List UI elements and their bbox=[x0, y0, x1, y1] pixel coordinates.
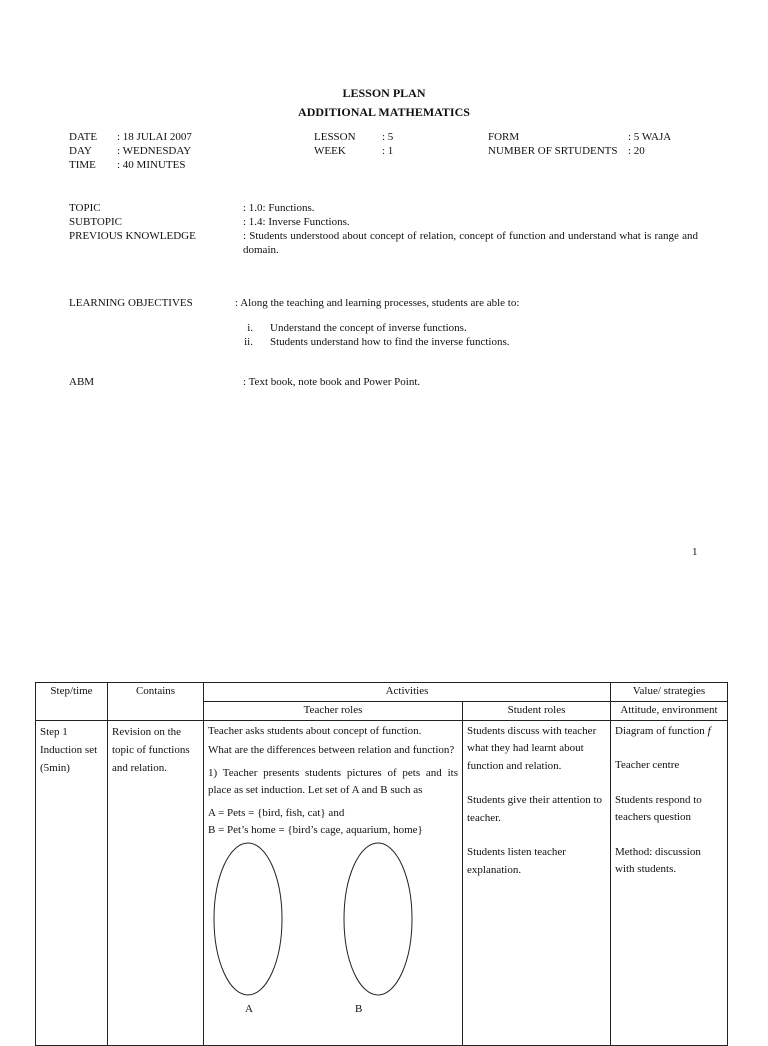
objective-number: ii. bbox=[244, 336, 253, 348]
subtopic-value: : 1.4: Inverse Functions. bbox=[243, 216, 350, 228]
value-text: Teacher centre bbox=[615, 759, 680, 771]
contains-line: and relation. bbox=[112, 761, 167, 774]
header-value-strategies: Value/ strategies bbox=[611, 683, 728, 702]
header-contains: Contains bbox=[108, 683, 204, 721]
day-value: : WEDNESDAY bbox=[117, 145, 192, 157]
objectives-label: LEARNING OBJECTIVES bbox=[69, 297, 193, 309]
form-label: FORM bbox=[488, 131, 520, 143]
header-step-time: Step/time bbox=[36, 683, 108, 721]
document-title: LESSON PLAN bbox=[342, 86, 426, 100]
teacher-text: Teacher asks students about concept of function. bbox=[208, 724, 422, 737]
contains-cell bbox=[108, 720, 204, 1045]
student-text: Students listen teacher explanation. bbox=[467, 846, 566, 876]
set-diagram bbox=[208, 841, 458, 1016]
set-a-oval bbox=[214, 843, 282, 995]
step-cell bbox=[36, 720, 108, 1045]
lesson-value: : 5 bbox=[382, 131, 394, 143]
form-value: : 5 WAJA bbox=[628, 131, 672, 143]
subtopic-label: SUBTOPIC bbox=[69, 216, 122, 228]
topic-value: : 1.0: Functions. bbox=[243, 202, 315, 214]
value-text: Students respond to teachers question bbox=[615, 793, 702, 823]
step-line: Induction set bbox=[40, 743, 98, 756]
objective-number: i. bbox=[247, 322, 253, 334]
set-b-label: B bbox=[355, 1002, 363, 1015]
value-text: Diagram of function f bbox=[615, 724, 711, 737]
header-attitude-environment: Attitude, environment bbox=[611, 701, 728, 720]
lesson-label: LESSON bbox=[314, 131, 356, 143]
time-value: : 40 MINUTES bbox=[117, 159, 186, 171]
header-teacher-roles: Teacher roles bbox=[204, 701, 463, 720]
step-line: Step 1 bbox=[40, 725, 68, 738]
contains-line: Revision on the bbox=[112, 725, 182, 738]
date-value: : 18 JULAI 2007 bbox=[117, 131, 192, 143]
week-value: : 1 bbox=[382, 145, 394, 157]
topic-label: TOPIC bbox=[69, 202, 101, 214]
abm-value: : Text book, note book and Power Point. bbox=[243, 376, 421, 388]
value-strategies-cell bbox=[611, 720, 728, 1045]
set-a-label: A bbox=[245, 1002, 253, 1015]
step-line: (5min) bbox=[40, 761, 70, 774]
previous-knowledge-value: : Students understood about concept of relation, concept of function and understand what is range and domain. bbox=[243, 230, 698, 256]
set-ovals bbox=[208, 841, 458, 1001]
teacher-text: What are the differences between relation and function? bbox=[208, 743, 455, 756]
contains-line: topic of functions bbox=[112, 743, 190, 756]
page-number: 1 bbox=[692, 546, 698, 558]
table-row bbox=[36, 720, 728, 1045]
date-label: DATE bbox=[69, 131, 98, 143]
objectives-intro: : Along the teaching and learning processes, students are able to: bbox=[235, 297, 520, 309]
previous-knowledge-label: PREVIOUS KNOWLEDGE bbox=[69, 230, 196, 242]
value-text: Method: discussion with students. bbox=[615, 845, 701, 875]
teacher-text: B = Pet’s home = {bird’s cage, aquarium, home} bbox=[208, 823, 423, 836]
student-text: Students discuss with teacher what they had learnt about function and relation. bbox=[467, 724, 597, 772]
students-value: : 20 bbox=[628, 145, 645, 157]
lesson-table bbox=[35, 682, 728, 1046]
table-header-row bbox=[36, 683, 728, 702]
teacher-text: A = Pets = {bird, fish, cat} and bbox=[208, 806, 345, 819]
set-b-oval bbox=[344, 843, 412, 995]
students-label: NUMBER OF SRTUDENTS bbox=[488, 145, 618, 157]
time-label: TIME bbox=[69, 159, 96, 171]
student-roles-cell bbox=[463, 720, 611, 1045]
header-student-roles: Student roles bbox=[463, 701, 611, 720]
student-text: Students give their attention to teacher. bbox=[467, 794, 603, 824]
objective-item: Students understand how to find the inverse functions. bbox=[270, 336, 510, 348]
teacher-text: 1) Teacher presents students pictures of pets and its place as set induction. Let set of A and B such as bbox=[208, 766, 458, 796]
teacher-roles-cell bbox=[204, 720, 463, 1045]
week-label: WEEK bbox=[314, 145, 346, 157]
abm-label: ABM bbox=[69, 376, 95, 388]
header-activities: Activities bbox=[204, 683, 611, 702]
objective-item: Understand the concept of inverse functions. bbox=[270, 322, 467, 334]
document-subtitle: ADDITIONAL MATHEMATICS bbox=[298, 105, 470, 119]
day-label: DAY bbox=[69, 145, 92, 157]
